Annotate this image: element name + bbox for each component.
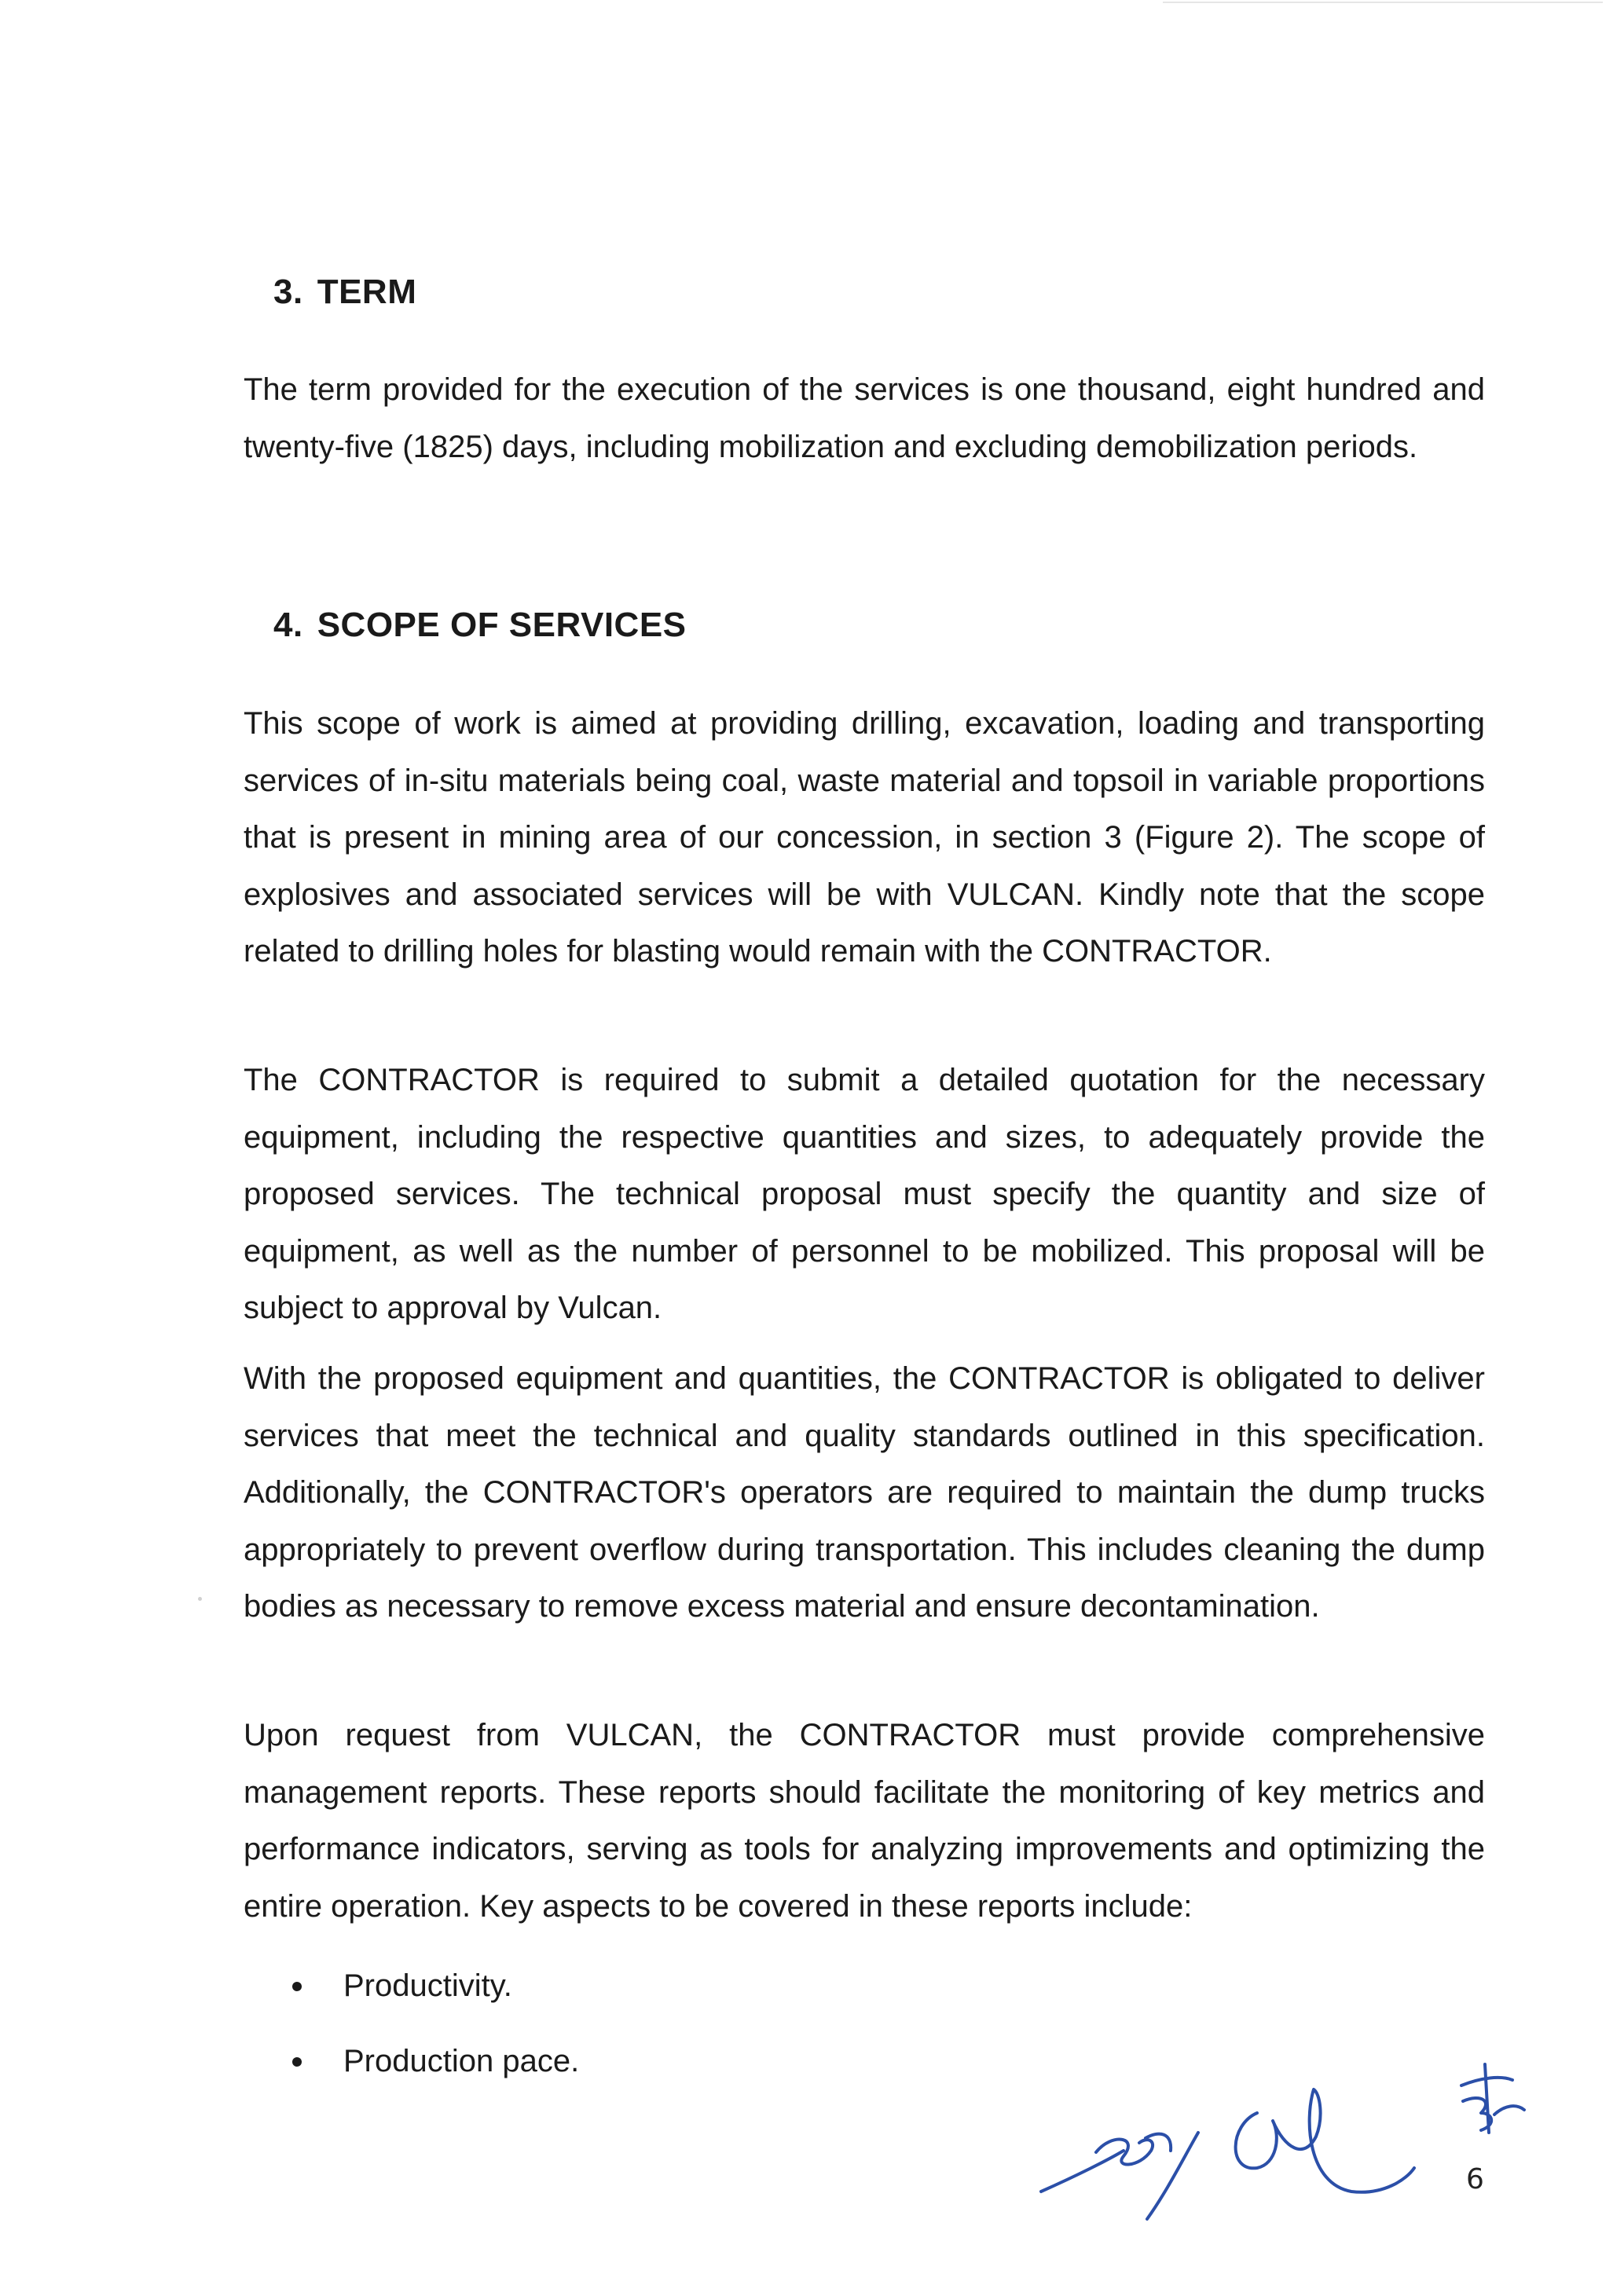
section-title: SCOPE OF SERVICES	[317, 606, 687, 644]
section-scope	[244, 602, 1485, 649]
scope-paragraph-2	[244, 1052, 1485, 1337]
scope-paragraph-1	[244, 695, 1485, 980]
section-term-body	[244, 361, 1485, 475]
section-heading-scope	[244, 602, 1485, 649]
signature-stroke-5	[1236, 2089, 1414, 2192]
signature-stroke-4	[1147, 2133, 1198, 2219]
section-number: 4.	[273, 606, 303, 644]
signature-initials	[1021, 2058, 1556, 2231]
section-term	[244, 269, 1485, 316]
scan-edge-line	[1163, 2, 1603, 3]
bullet-icon	[292, 1982, 302, 1991]
signature-stroke-7	[1485, 2064, 1489, 2133]
paragraph: The term provided for the execution of the services is one thousand, eight hundred and twenty-five (1825) days, including mobilization and excluding demobilization periods.	[244, 372, 1485, 464]
list-item-text: Production pace.	[343, 2044, 580, 2078]
scope-paragraph-3	[244, 1350, 1485, 1635]
section-number: 3.	[273, 273, 303, 311]
section-title: TERM	[317, 273, 417, 311]
paragraph: With the proposed equipment and quantities, the CONTRACTOR is obligated to deliver services that meet the technical and quality standards outlined in this specification. Additionally, the CONTRACTOR's operators are required to maintain the dump trucks appropriately to prevent overflow during transportation. This includes cleaning the dump bodies as necessary to remove excess material and ensure decontamination.	[244, 1361, 1485, 1624]
page-number: 6	[1466, 2163, 1484, 2195]
bullet-icon	[292, 2057, 302, 2067]
paragraph: Upon request from VULCAN, the CONTRACTOR must provide comprehensive management reports. These reports should facilitate the monitoring of key metrics and performance indicators, serving as tools for analyzing improvements and optimizing the entire operation. Key aspects to be covered in these reports include:	[244, 1718, 1485, 1924]
paragraph: The CONTRACTOR is required to submit a detailed quotation for the necessary equipment, including the respective quantities and sizes, to adequately provide the proposed services. The technical proposal must specify the quantity and size of equipment, as well as the number of personnel to be mobilized. This proposal will be subject to approval by Vulcan.	[244, 1063, 1485, 1326]
paragraph: This scope of work is aimed at providing drilling, excavation, loading and transporting services of in-situ materials being coal, waste material and topsoil in variable proportions that is present in mining area of our concession, in section 3 (Figure 2). The scope of explosives and associated services will be with VULCAN. Kindly note that the scope related to drilling holes for blasting would remain with the CONTRACTOR.	[244, 706, 1485, 969]
section-heading-term	[244, 269, 1485, 316]
signature-stroke-1	[1041, 2151, 1124, 2192]
signature-stroke-9	[1494, 2106, 1524, 2115]
signature-stroke-3	[1146, 2134, 1171, 2151]
list-item-text: Productivity.	[343, 1968, 512, 2003]
signature-stroke-8	[1463, 2098, 1491, 2130]
scan-speck	[198, 1597, 202, 1601]
scope-paragraph-4	[244, 1707, 1485, 1935]
list-item	[244, 1962, 1485, 2038]
